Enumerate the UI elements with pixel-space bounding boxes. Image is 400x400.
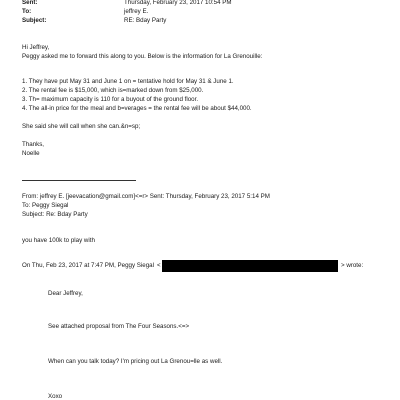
quoted-intro-open: <: [157, 262, 161, 269]
redaction-box: [162, 260, 338, 272]
quoted-signoff: Xoxo: [48, 393, 63, 400]
subject-value: RE: Bday Party: [124, 17, 167, 24]
greeting: Hi Jeffrey,: [22, 44, 50, 51]
signoff: Thanks,: [22, 141, 45, 148]
to-label: To:: [22, 8, 32, 15]
separator-rule: [22, 180, 136, 181]
quoted-intro-suffix: > wrote:: [341, 262, 364, 269]
list-item: 2. The rental fee is $15,000, which is=marked down from $25,000.: [22, 87, 204, 94]
to-value: jeffrey E.: [124, 8, 149, 15]
list-item: 3. Th= maximum capacity is 110 for a buyout of the ground floor.: [22, 96, 199, 103]
list-item: 4. The all-in price for the meal and b=verages = the rental fee will be about $44,000.: [22, 105, 252, 112]
list-item: 1. They have put May 31 and June 1 on = tentative hold for May 31 & June 1.: [22, 78, 234, 85]
forward-to-line: To: Peggy Siegal: [22, 202, 69, 209]
quoted-intro: On Thu, Feb 23, 2017 at 7:47 PM, Peggy Siegal: [22, 262, 154, 269]
subject-label: Subject:: [22, 17, 47, 24]
quoted-greeting: Dear Jeffrey,: [48, 290, 83, 297]
forward-from-line: From: jeffrey E. [jeevacation@gmail.com]<=r> Sent: Thursday, February 23, 2017 5:14 PM: [22, 193, 270, 200]
forward-subject-line: Subject: Re: Bday Party: [22, 211, 88, 218]
closing-note: She said she will call when she can.&n=sp;: [22, 123, 141, 130]
signature: Noelle: [22, 150, 40, 157]
quoted-line-2: When can you talk today? I'm pricing out La Grenou=lle as well.: [48, 358, 223, 365]
quoted-line-1: See attached proposal from The Four Seasons.<=>: [48, 323, 190, 330]
sent-value: Thursday, February 23, 2017 10:54 PM: [124, 0, 232, 6]
sent-label: Sent:: [22, 0, 38, 6]
forward-body: you have 100k to play with: [22, 237, 95, 244]
intro-text: Peggy asked me to forward this along to you. Below is the information for La Grenouille:: [22, 53, 263, 60]
